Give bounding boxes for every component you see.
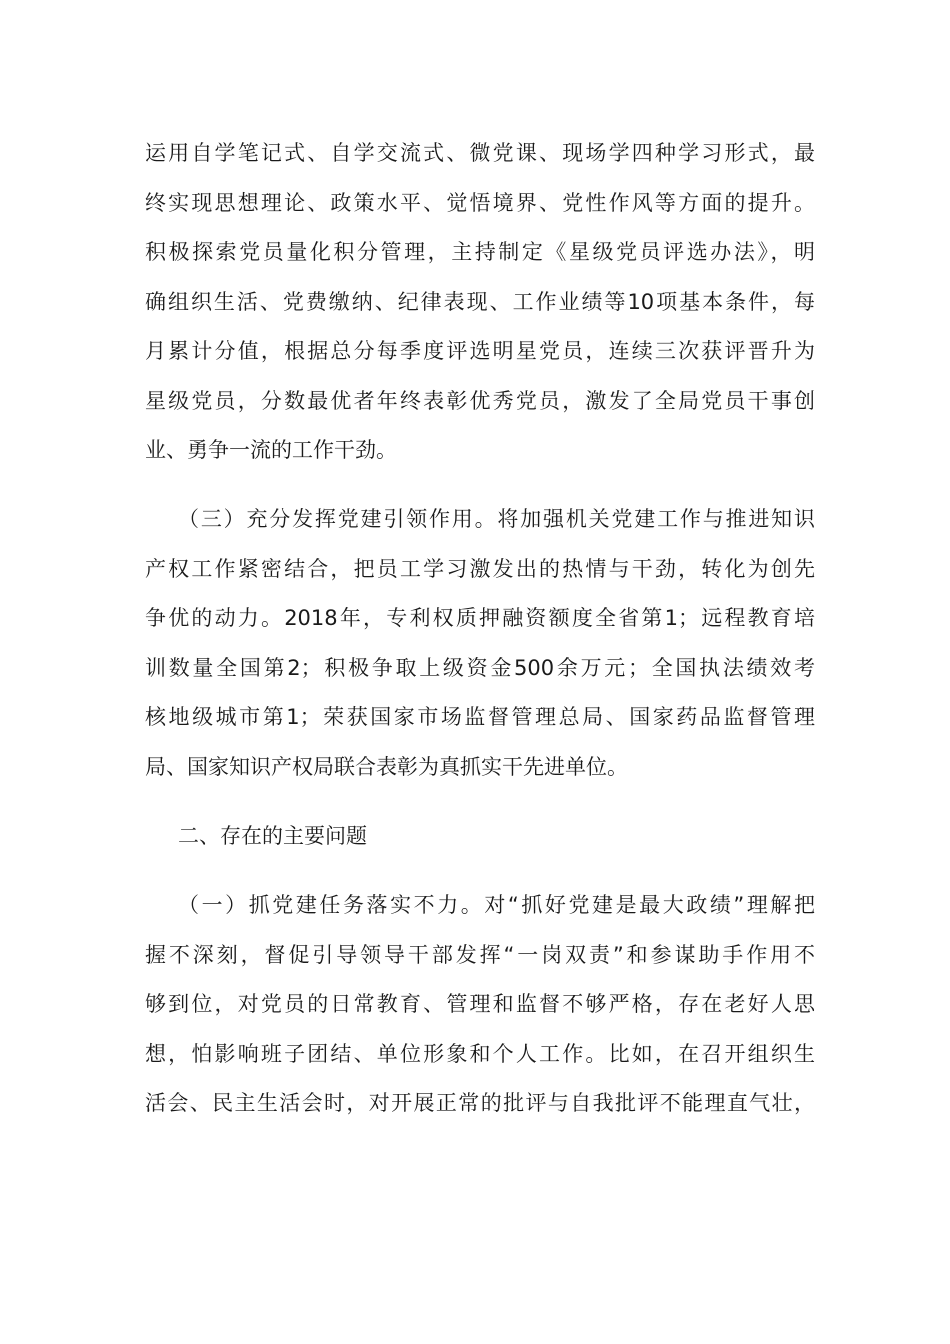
- text-line: 产权工作紧密结合，把员工学习激发出的热情与干劲，转化为创先: [145, 557, 815, 581]
- text-line: 月累计分值，根据总分每季度评选明星党员，连续三次获评晋升为: [145, 339, 815, 363]
- text-line: 训数量全国第2；积极争取上级资金500余万元；全国执法绩效考: [145, 656, 815, 680]
- text-line: 积极探索党员量化积分管理，主持制定《星级党员评选办法》，明: [145, 240, 815, 264]
- text-line: 争优的动力。2018年，专利权质押融资额度全省第1；远程教育培: [145, 606, 815, 630]
- text-line: 活会、民主生活会时，对开展正常的批评与自我批评不能理直气壮，: [145, 1091, 815, 1115]
- section-heading-line: （三）充分发挥党建引领作用。将加强机关党建工作与推进知识: [178, 507, 815, 531]
- text-line: 运用自学笔记式、自学交流式、微党课、现场学四种学习形式，最: [145, 141, 815, 165]
- text-line: 终实现思想理论、政策水平、觉悟境界、党性作风等方面的提升。: [145, 191, 815, 215]
- text-line: 确组织生活、党费缴纳、纪律表现、工作业绩等10项基本条件，每: [145, 290, 815, 314]
- text-line: 星级党员，分数最优者年终表彰优秀党员，激发了全局党员干事创: [145, 389, 815, 413]
- text-line: 握不深刻，督促引导领导干部发挥“一岗双责”和参谋助手作用不: [145, 943, 815, 967]
- text-line: 够到位，对党员的日常教育、管理和监督不够严格，存在老好人思: [145, 992, 815, 1016]
- text-line: 局、国家知识产权局联合表彰为真抓实干先进单位。: [145, 755, 628, 779]
- text-line: 想，怕影响班子团结、单位形象和个人工作。比如，在召开组织生: [145, 1042, 815, 1066]
- text-line: 核地级城市第1；荣获国家市场监督管理总局、国家药品监督管理: [145, 705, 815, 729]
- text-line: 业、勇争一流的工作干劲。: [145, 438, 397, 462]
- section-heading-line: （一）抓党建任务落实不力。对“抓好党建是最大政绩”理解把: [178, 893, 815, 917]
- section-title: 二、存在的主要问题: [178, 824, 367, 848]
